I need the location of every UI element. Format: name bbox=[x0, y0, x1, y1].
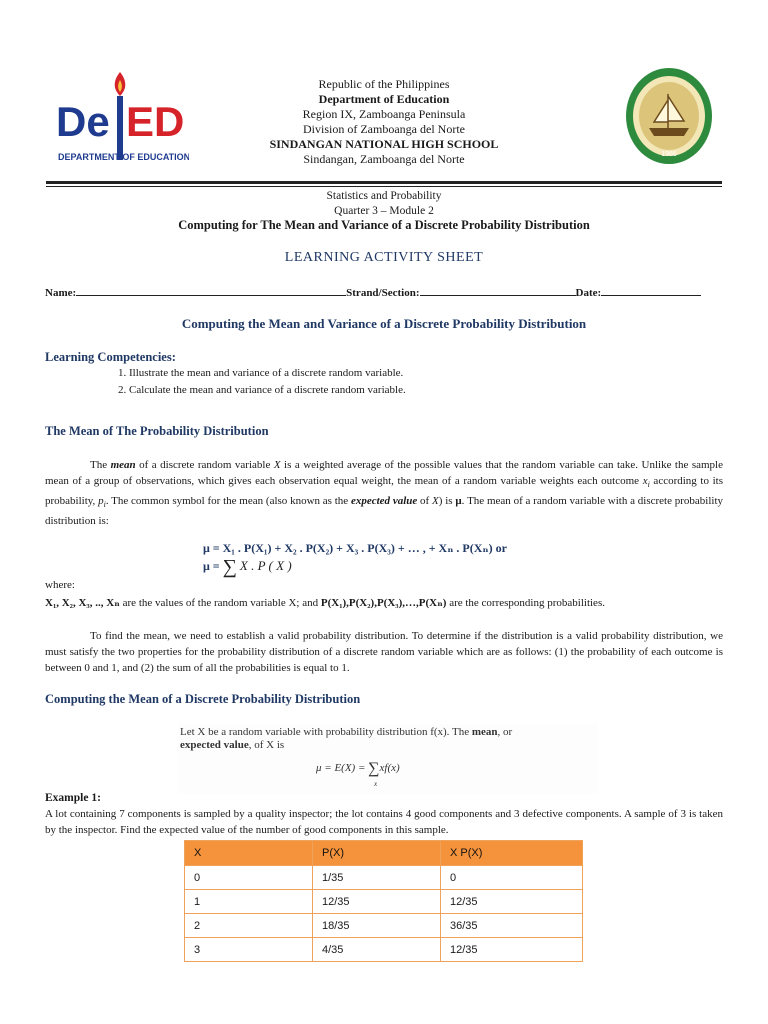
mean-paragraph: The mean of a discrete random variable X is a weighted average of the possible values that the random variable can take. Unlike the sample mean of a group of observations, which gives each observation equal weight, the mean of a random variable weights each outcome $x_i$ according to its probability, $p_i$. The common symbol for the mean (also known as the expected value of X) is μ. The mean of a random variable with a discrete probability distribution is: bbox=[45, 459, 724, 528]
table-row: 3 4/35 12/35 bbox=[185, 938, 583, 962]
module-title: Computing for The Mean and Variance of a Discrete Probability Distribution bbox=[178, 218, 590, 232]
header-republic: Republic of the Philippines bbox=[318, 77, 450, 91]
probability-table bbox=[184, 840, 583, 962]
competency-item: 2. Calculate the mean and variance of a discrete random variable. bbox=[118, 384, 406, 396]
name-label: Name: bbox=[45, 287, 77, 299]
mean-formula-expanded: μ = X₁ . P(X₁) + X₂ . P(X₂) + X₃ . P(X₃) + … , + Xₙ . P(Xₙ) or bbox=[203, 541, 507, 555]
table-row: 2 18/35 36/35 bbox=[185, 914, 583, 938]
example-text: A lot containing 7 components is sampled by a quality inspector; the lot contains 4 good components and 3 defective components. A sample of 3 is taken by the inspector. Find the expected value of the number of good components in this sample. bbox=[45, 808, 723, 836]
where-label: where: bbox=[45, 579, 75, 591]
date-field[interactable] bbox=[601, 286, 701, 296]
column-header-x: X bbox=[185, 841, 313, 866]
section-title: Computing the Mean and Variance of a Discrete Probability Distribution bbox=[181, 316, 587, 331]
header-address: Sindangan, Zamboanga del Norte bbox=[303, 152, 465, 166]
table-row: 1 12/35 12/35 bbox=[185, 890, 583, 914]
strand-label: Strand/Section: bbox=[346, 287, 420, 299]
table-row: 0 1/35 0 bbox=[185, 866, 583, 890]
subject-line: Statistics and Probability bbox=[326, 190, 442, 202]
student-info-line bbox=[45, 286, 725, 299]
header-division: Division of Zamboanga del Norte bbox=[303, 122, 465, 136]
table-header-row bbox=[185, 841, 583, 866]
computing-heading: Computing the Mean of a Discrete Probability Distribution bbox=[45, 692, 361, 706]
sigma-symbol: ∑ bbox=[222, 556, 237, 578]
logo-text-ed: ED bbox=[126, 98, 185, 145]
example-heading: Example 1: bbox=[45, 792, 101, 804]
header-rule-thin bbox=[46, 186, 722, 187]
header-department: Department of Education bbox=[318, 92, 450, 106]
sheet-title: LEARNING ACTIVITY SHEET bbox=[284, 250, 484, 265]
seal-year: 1966 bbox=[661, 151, 677, 158]
header-region: Region IX, Zamboanga Peninsula bbox=[302, 107, 466, 121]
header-school: SINDANGAN NATIONAL HIGH SCHOOL bbox=[269, 137, 499, 151]
quarter-line: Quarter 3 – Module 2 bbox=[334, 205, 434, 217]
where-definition: X₁, X₂, X₃, .., Xₙ are the values of the random variable X; and P(X₁),P(X₂),P(X₃),…,P(Xₙ) are the corresponding probabilities. bbox=[45, 597, 605, 609]
valid-distribution-paragraph: To find the mean, we need to establish a valid probability distribution. To determine if the distribution is a valid probability distribution, we must satisfy the two properties for the probability distribution of a discrete random variable which are as follows: (1) the probability of each outcome is between 0 and 1, and (2) the sum of all the probabilities is equal to 1. bbox=[45, 630, 723, 674]
strand-field[interactable] bbox=[420, 286, 576, 296]
header-rule-thick bbox=[46, 181, 722, 184]
mean-definition-box: Let X be a random variable with probability distribution f(x). The mean, or expected value, of X is μ = E(X) = ∑xf(x) x bbox=[178, 724, 598, 794]
name-field[interactable] bbox=[76, 286, 346, 296]
competencies-heading: Learning Competencies: bbox=[45, 350, 176, 364]
date-label: Date: bbox=[575, 287, 602, 299]
logo-text-de: De bbox=[56, 98, 110, 145]
mean-heading: The Mean of The Probability Distribution bbox=[45, 424, 269, 438]
competency-item: 1. Illustrate the mean and variance of a discrete random variable. bbox=[118, 367, 404, 379]
header-block bbox=[0, 77, 768, 167]
mean-formula-summation: μ = ∑ X . P ( X ) bbox=[203, 556, 292, 578]
column-header-xpx: X P(X) bbox=[441, 841, 583, 866]
logo-subtext: DEPARTMENT OF EDUCATION bbox=[58, 152, 189, 162]
column-header-px: P(X) bbox=[313, 841, 441, 866]
